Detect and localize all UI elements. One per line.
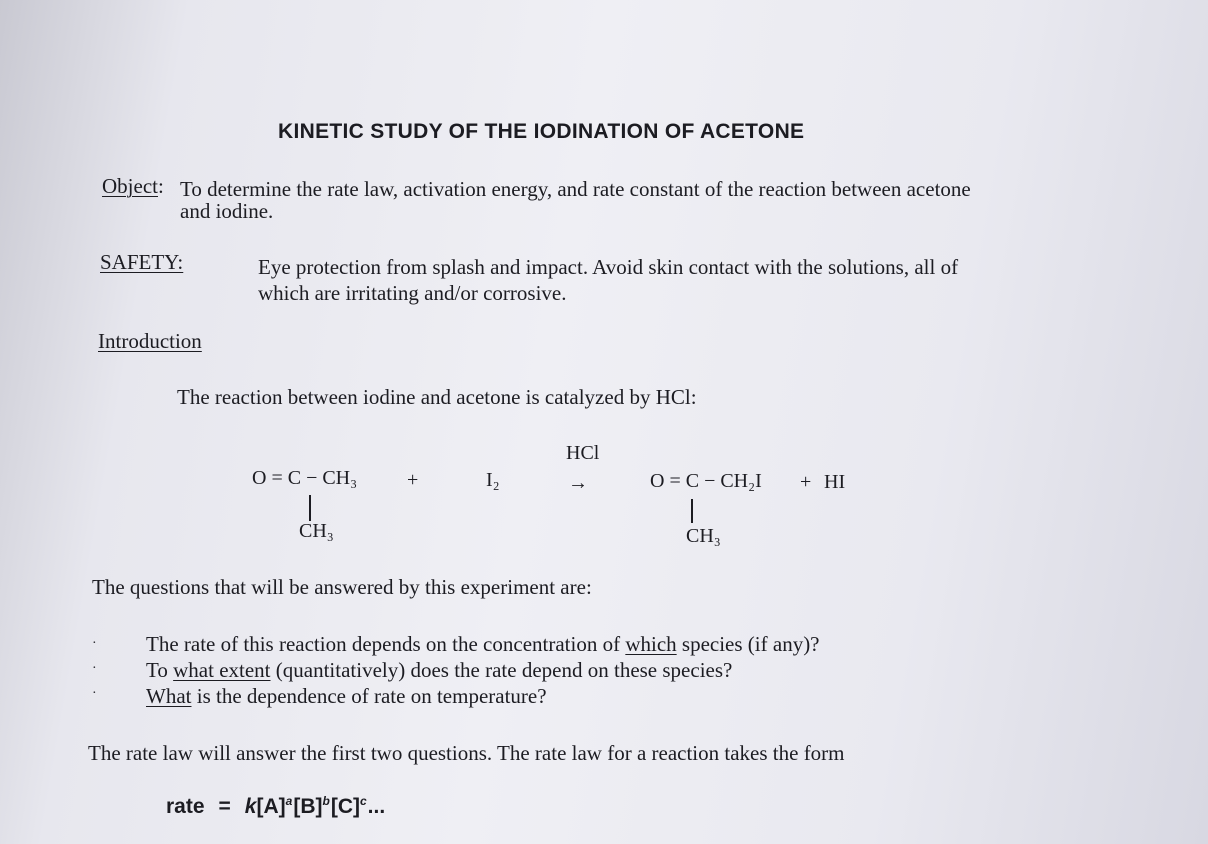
question-text: is the dependence of rate on temperature? [191,684,547,708]
object-text-line1: To determine the rate law, activation energy, and rate constant of the reaction between acetone [180,177,971,201]
introduction-text: The reaction between iodine and acetone is catalyzed by HCl: [177,385,697,409]
rate-ellipsis: ... [367,795,386,818]
question-item [146,684,547,709]
safety-label: SAFETY: [100,250,184,274]
page-title: KINETIC STUDY OF THE IODINATION OF ACETONE [278,120,805,143]
reactant-acetone-branch: CH₃ [299,520,334,542]
rate-term-b: [B] [293,795,323,818]
rate-exponent-b: b [322,794,330,808]
question-item [146,658,732,683]
product-branch-bond [691,499,693,523]
rate-term-a: [A] [256,795,286,818]
reactant-iodine: I₂ [486,469,500,491]
question-text: (quantitatively) does the rate depend on these species? [270,658,733,682]
question-item [146,632,820,657]
rate-exponent-c: c [359,794,367,808]
object-text-line2: and iodine. [180,199,274,223]
reaction-plus-1: + [407,469,419,491]
product-hi: HI [824,471,846,493]
reactant-branch-bond [309,495,311,521]
safety-text-line2: which are irritating and/or corrosive. [258,281,567,305]
rate-law-text: The rate law will answer the first two questions. The rate law for a reaction takes the form [88,741,845,765]
reaction-catalyst: HCl [566,442,600,464]
question-text: To [146,658,174,682]
object-label-text: Object [102,174,158,198]
object-label [102,174,164,199]
reaction-arrow: → [568,472,588,494]
bullet-marker: · [92,636,97,651]
question-emphasis: what extent [173,658,271,682]
question-text: The rate of this reaction depends on the concentration of [146,632,626,656]
introduction-heading: Introduction [98,329,202,353]
rate-exponent-a: a [285,794,293,808]
product-iodoacetone-branch: CH₃ [686,525,721,547]
rate-law-equation [166,794,385,819]
product-iodoacetone: O = C − CH₂I [650,470,762,492]
question-emphasis: What [146,684,192,708]
question-text: species (if any)? [676,632,820,656]
rate-term-c: [C] [330,795,360,818]
question-emphasis: which [625,632,677,656]
bullet-marker: · [92,661,97,676]
rate-constant: k [244,795,257,818]
object-label-colon: : [157,174,164,198]
rate-lhs: rate [166,795,205,818]
questions-lead: The questions that will be answered by this experiment are: [92,575,592,599]
reaction-plus-2: + [800,471,812,493]
safety-text-line1: Eye protection from splash and impact. Avoid skin contact with the solutions, all of [258,255,959,279]
rate-equals: = [218,795,231,818]
bullet-marker: · [92,686,97,701]
reactant-acetone: O = C − CH₃ [252,467,358,489]
